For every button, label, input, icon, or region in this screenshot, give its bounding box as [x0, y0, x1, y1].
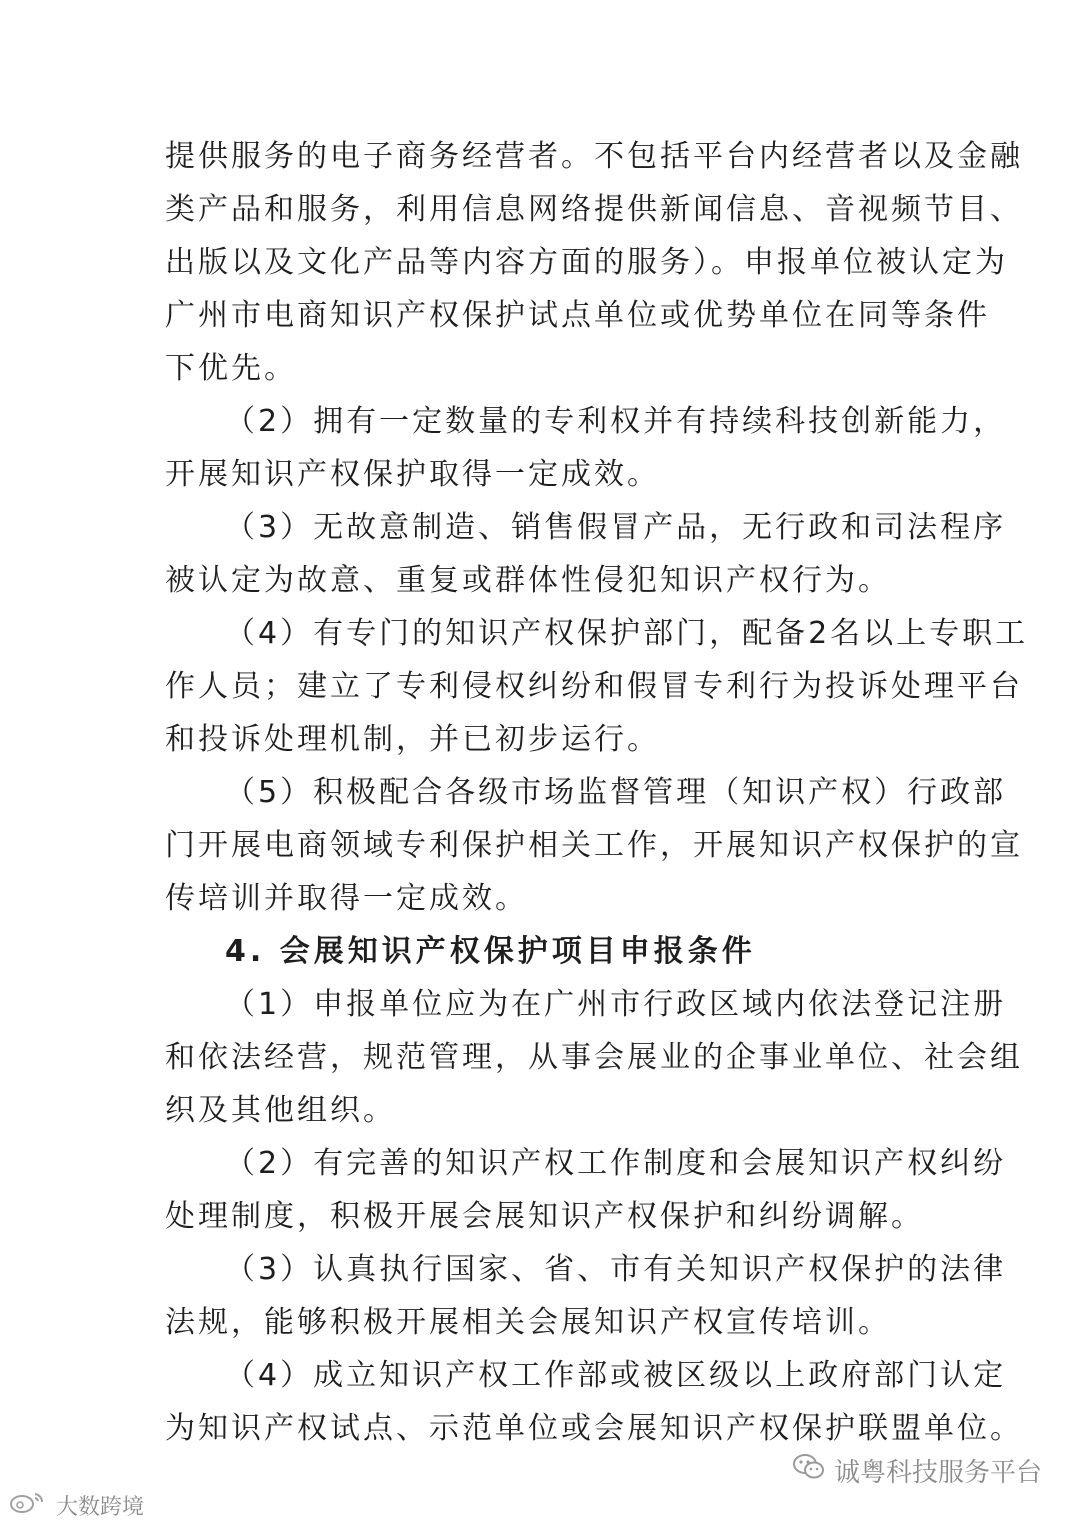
paragraph-first-line: （1）申报单位应为在广州市行政区域内依法登记注册 — [225, 987, 1007, 1022]
body-text-line: 下优先。 — [165, 351, 297, 386]
weibo-watermark — [8, 1490, 144, 1520]
body-text-line: 作人员；建立了专利侵权纠纷和假冒专利行为投诉处理平台 — [165, 669, 1023, 704]
paragraph-first-line: （3）认真执行国家、省、市有关知识产权保护的法律 — [225, 1252, 1007, 1287]
body-text-line: 和投诉处理机制，并已初步运行。 — [165, 722, 660, 757]
body-text-line: 被认定为故意、重复或群体性侵犯知识产权行为。 — [165, 563, 891, 598]
weibo-watermark-text: 大数跨境 — [56, 1494, 145, 1520]
paragraph-first-line: （5）积极配合各级市场监督管理（知识产权）行政部 — [225, 775, 1007, 810]
body-text-line: 为知识产权试点、示范单位或会展知识产权保护联盟单位。 — [165, 1411, 1023, 1446]
body-text-line: 类产品和服务，利用信息网络提供新闻信息、音视频节目、 — [165, 192, 1023, 227]
paragraph-first-line: （4）有专门的知识产权保护部门，配备2名以上专职工 — [225, 616, 1029, 651]
wechat-watermark — [792, 1455, 1042, 1488]
weibo-icon — [8, 1490, 48, 1520]
body-text-line: 处理制度，积极开展会展知识产权保护和纠纷调解。 — [165, 1199, 924, 1234]
body-text-line: 开展知识产权保护取得一定成效。 — [165, 457, 660, 492]
paragraph-first-line: （4）成立知识产权工作部或被区级以上政府部门认定 — [225, 1358, 1007, 1393]
paragraph-first-line: （2）拥有一定数量的专利权并有持续科技创新能力， — [225, 404, 1007, 439]
body-text-line: 法规，能够积极开展相关会展知识产权宣传培训。 — [165, 1305, 891, 1340]
wechat-icon — [792, 1453, 826, 1488]
body-text-line: 和依法经营，规范管理，从事会展业的企事业单位、社会组 — [165, 1040, 1023, 1075]
paragraph-first-line: （2）有完善的知识产权工作制度和会展知识产权纠纷 — [225, 1146, 1007, 1181]
body-text-line: 织及其他组织。 — [165, 1093, 396, 1128]
wechat-watermark-text: 诚粤科技服务平台 — [833, 1457, 1042, 1488]
section-heading: 4. 会展知识产权保护项目申报条件 — [225, 934, 756, 969]
body-text-line: 提供服务的电子商务经营者。不包括平台内经营者以及金融 — [165, 139, 1023, 174]
paragraph-first-line: （3）无故意制造、销售假冒产品，无行政和司法程序 — [225, 510, 1007, 545]
body-text-line: 出版以及文化产品等内容方面的服务）。申报单位被认定为 — [165, 245, 1008, 280]
body-text-line: 门开展电商领域专利保护相关工作，开展知识产权保护的宣 — [165, 828, 1023, 863]
body-text-line: 传培训并取得一定成效。 — [165, 881, 528, 916]
body-text-line: 广州市电商知识产权保护试点单位或优势单位在同等条件 — [165, 298, 990, 333]
